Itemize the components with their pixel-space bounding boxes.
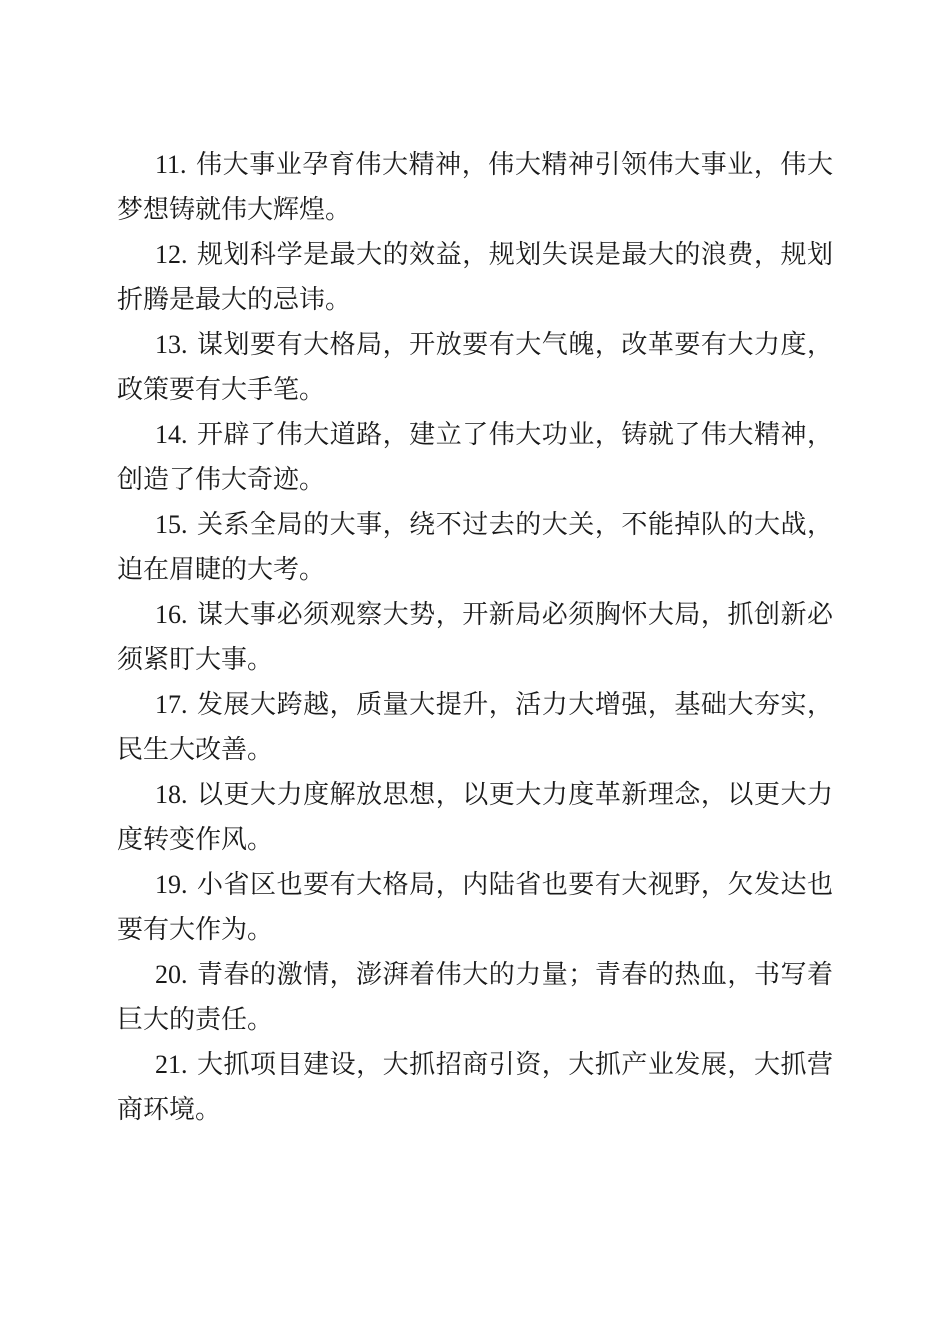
item-text: 规划科学是最大的效益，规划失误是最大的浪费，规划折腾是最大的忌讳。 bbox=[117, 240, 833, 314]
item-text: 伟大事业孕育伟大精神，伟大精神引领伟大事业，伟大梦想铸就伟大辉煌。 bbox=[117, 150, 833, 224]
item-text: 发展大跨越，质量大提升，活力大增强，基础大夯实，民生大改善。 bbox=[117, 690, 833, 764]
list-item bbox=[117, 1042, 833, 1132]
item-text: 小省区也要有大格局，内陆省也要有大视野，欠发达也要有大作为。 bbox=[117, 870, 833, 944]
item-number: 13. bbox=[155, 330, 188, 359]
list-item bbox=[117, 952, 833, 1042]
item-number: 18. bbox=[155, 780, 188, 809]
item-number: 12. bbox=[155, 240, 188, 269]
item-number: 21. bbox=[155, 1050, 188, 1079]
list-item bbox=[117, 592, 833, 682]
item-text: 谋大事必须观察大势，开新局必须胸怀大局，抓创新必须紧盯大事。 bbox=[117, 600, 833, 674]
item-text: 青春的激情，澎湃着伟大的力量；青春的热血，书写着巨大的责任。 bbox=[117, 960, 833, 1034]
item-text: 关系全局的大事，绕不过去的大关，不能掉队的大战，迫在眉睫的大考。 bbox=[117, 510, 833, 584]
document-body bbox=[117, 142, 833, 1132]
list-item bbox=[117, 142, 833, 232]
list-item bbox=[117, 682, 833, 772]
list-item bbox=[117, 322, 833, 412]
item-number: 17. bbox=[155, 690, 188, 719]
item-number: 20. bbox=[155, 960, 188, 989]
list-item bbox=[117, 412, 833, 502]
item-number: 14. bbox=[155, 420, 188, 449]
list-item bbox=[117, 862, 833, 952]
item-number: 11. bbox=[155, 150, 187, 179]
item-number: 15. bbox=[155, 510, 188, 539]
list-item bbox=[117, 502, 833, 592]
list-item bbox=[117, 232, 833, 322]
item-number: 16. bbox=[155, 600, 188, 629]
list-item bbox=[117, 772, 833, 862]
item-text: 大抓项目建设，大抓招商引资，大抓产业发展，大抓营商环境。 bbox=[117, 1050, 833, 1124]
item-text: 以更大力度解放思想，以更大力度革新理念，以更大力度转变作风。 bbox=[117, 780, 833, 854]
item-number: 19. bbox=[155, 870, 188, 899]
item-text: 开辟了伟大道路，建立了伟大功业，铸就了伟大精神，创造了伟大奇迹。 bbox=[117, 420, 833, 494]
item-text: 谋划要有大格局，开放要有大气魄，改革要有大力度，政策要有大手笔。 bbox=[117, 330, 833, 404]
